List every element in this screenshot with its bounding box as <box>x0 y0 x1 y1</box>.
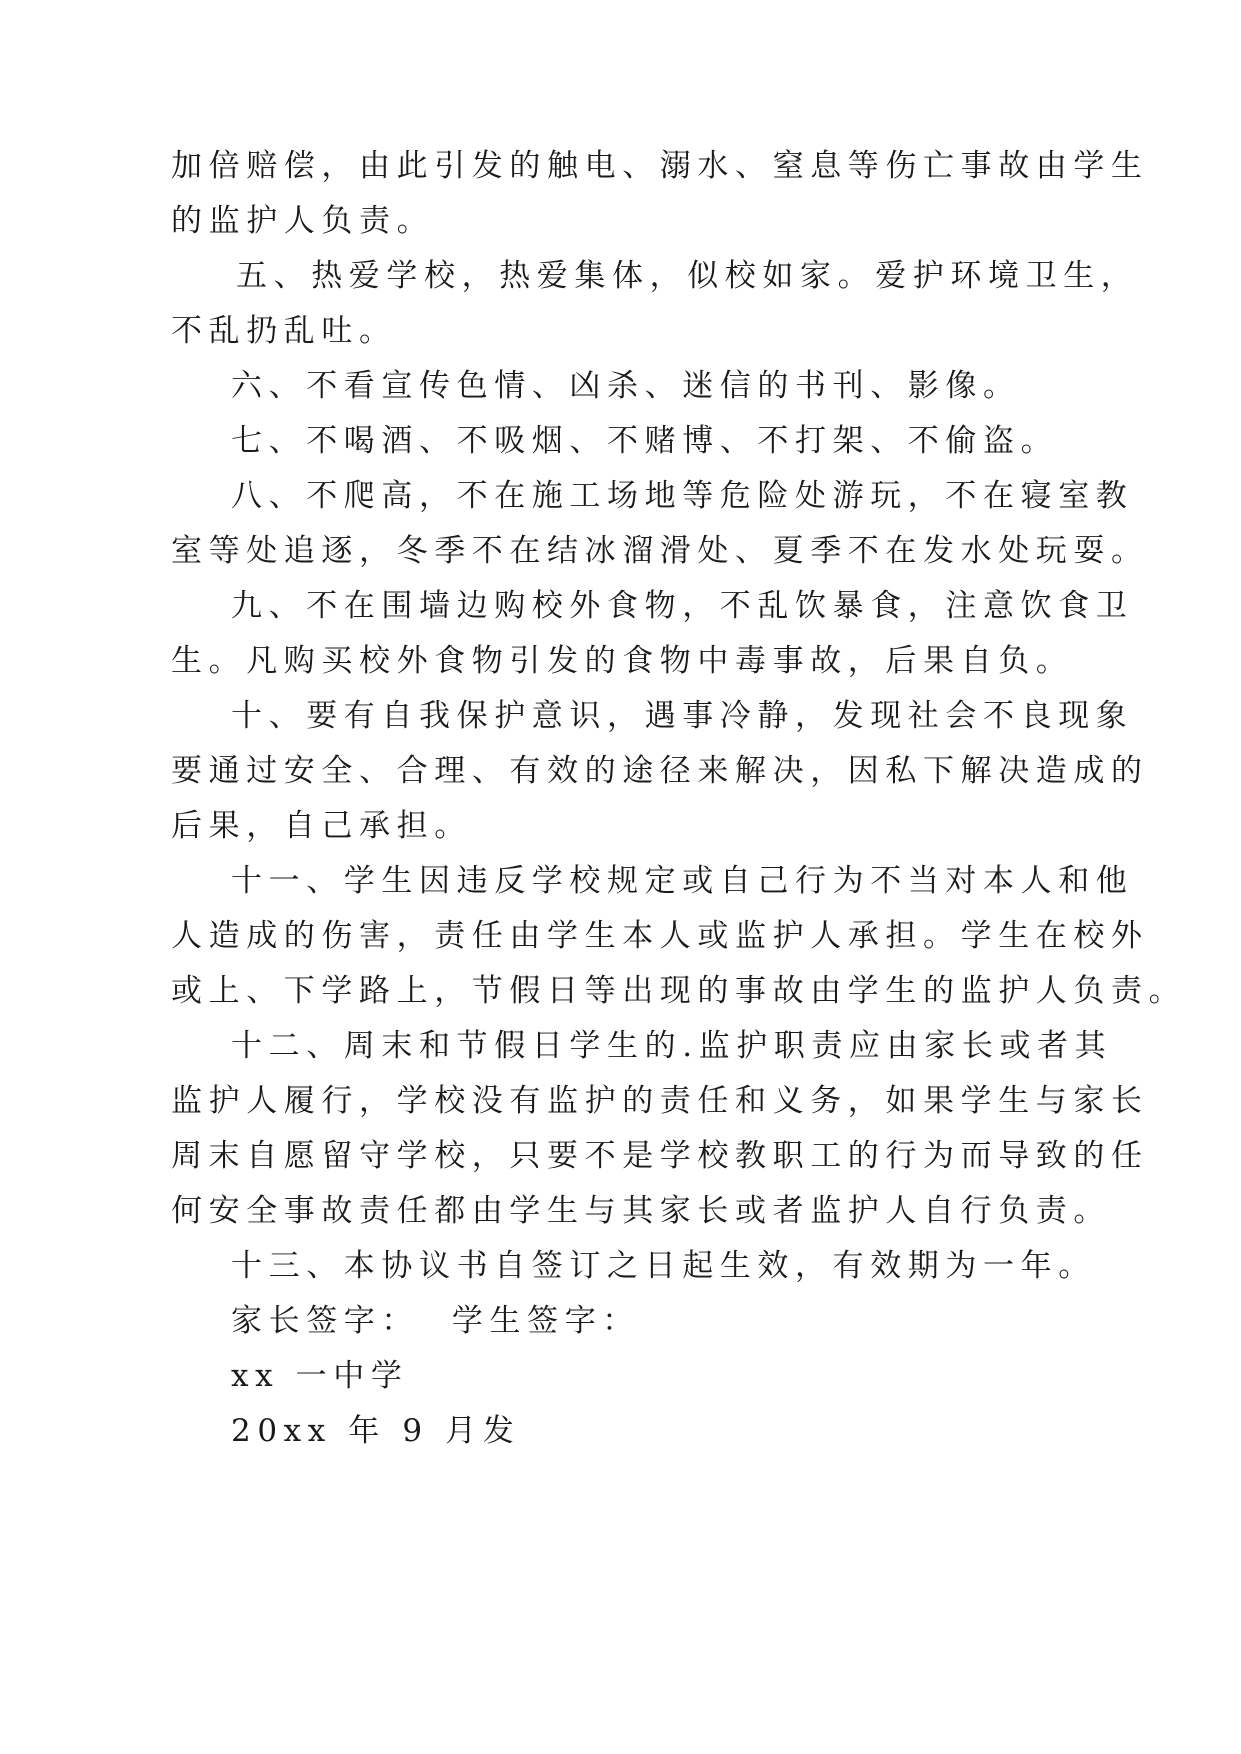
text-line: 监护人履行，学校没有监护的责任和义务，如果学生与家长 <box>171 1083 1149 1119</box>
text-line: 室等处追逐，冬季不在结冰溜滑处、夏季不在发水处玩耍。 <box>171 533 1149 569</box>
text-line: 要通过安全、合理、有效的途径来解决，因私下解决造成的 <box>171 753 1149 789</box>
text-line: 生。凡购买校外食物引发的食物中毒事故，后果自负。 <box>171 643 1074 679</box>
text-line: 不乱扔乱吐。 <box>171 313 397 349</box>
text-line: 六、不看宣传色情、凶杀、迷信的书刊、影像。 <box>231 368 1021 404</box>
text-line: 后果，自己承担。 <box>171 808 472 844</box>
text-line: 加倍赔偿，由此引发的触电、溺水、窒息等伤亡事故由学生 <box>171 148 1149 184</box>
text-line: 或上、下学路上，节假日等出现的事故由学生的监护人负责。 <box>171 973 1187 1009</box>
text-line: 周末自愿留守学校，只要不是学校教职工的行为而导致的任 <box>171 1138 1149 1174</box>
text-line: 五、热爱学校，热爱集体，似校如家。爱护环境卫生， <box>236 258 1139 294</box>
school-name: xx 一中学 <box>231 1358 409 1394</box>
text-line: 十、要有自我保护意识，遇事冷静，发现社会不良现象 <box>231 698 1134 734</box>
signature-line: 家长签字： 学生签字： <box>231 1303 640 1339</box>
text-line: 人造成的伤害，责任由学生本人或监护人承担。学生在校外 <box>171 918 1149 954</box>
text-line: 十三、本协议书自签订之日起生效，有效期为一年。 <box>231 1248 1096 1284</box>
text-line: 十一、学生因违反学校规定或自己行为不当对本人和他 <box>231 863 1134 899</box>
text-line: 十二、周末和节假日学生的.监护职责应由家长或者其 <box>231 1028 1113 1064</box>
text-line: 何安全事故责任都由学生与其家长或者监护人自行负责。 <box>171 1193 1111 1229</box>
text-line: 七、不喝酒、不吸烟、不赌博、不打架、不偷盗。 <box>231 423 1059 459</box>
text-line: 的监护人负责。 <box>171 203 435 239</box>
issue-date: 20xx 年 9 月发 <box>231 1413 521 1449</box>
text-line: 八、不爬高，不在施工场地等危险处游玩，不在寝室教 <box>231 478 1134 514</box>
text-line: 九、不在围墙边购校外食物，不乱饮暴食，注意饮食卫 <box>231 588 1134 624</box>
